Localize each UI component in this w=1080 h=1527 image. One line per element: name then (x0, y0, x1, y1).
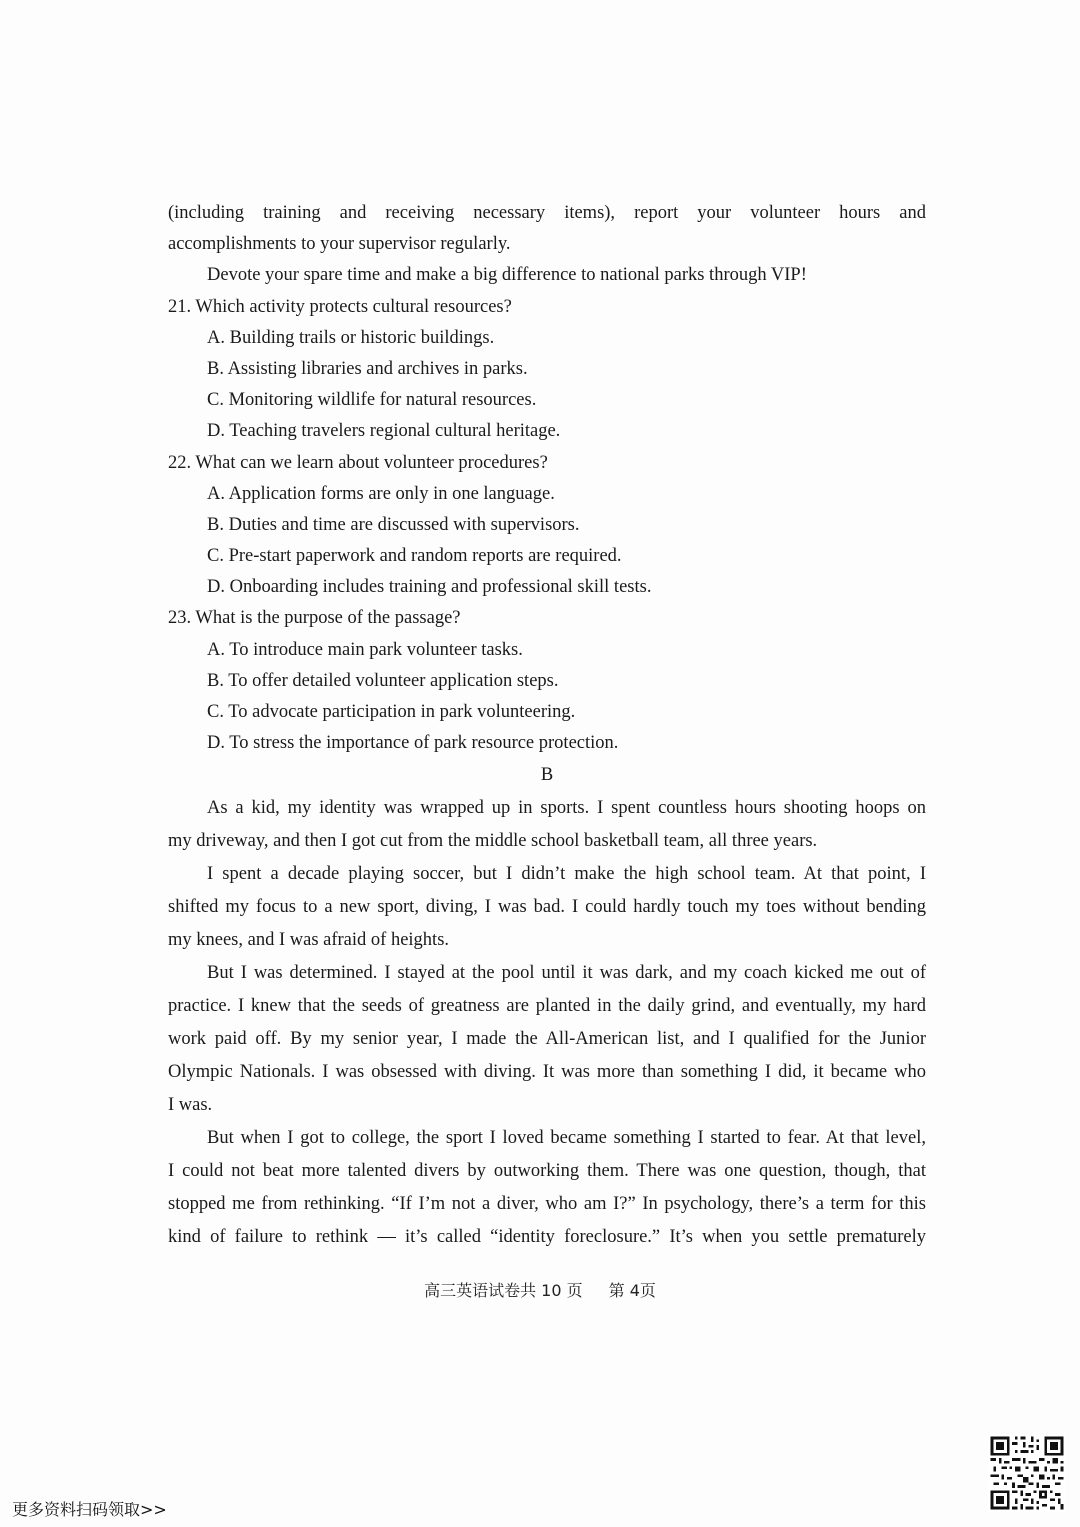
passage-line: work paid off. By my senior year, I made the All-American list, and I qualified for the Junior (168, 1029, 926, 1050)
paragraph-3 (168, 957, 926, 1122)
paragraph-4 (168, 1122, 926, 1254)
intro-line-1: (including training and receiving necessary items), report your volunteer hours and (168, 203, 926, 223)
option-c: C. Monitoring wildlife for natural resources. (207, 390, 537, 411)
option-b: B. Duties and time are discussed with supervisors. (207, 514, 580, 535)
option-d: D. Teaching travelers regional cultural heritage. (207, 421, 561, 442)
passage-line: practice. I knew that the seeds of greatness are planted in the daily grind, and eventually, my hard (168, 996, 926, 1017)
option-b: B. To offer detailed volunteer application steps. (207, 670, 559, 691)
option-b: B. Assisting libraries and archives in parks. (207, 358, 528, 379)
passage-line: my driveway, and then I got cut from the middle school basketball team, all three years. (168, 831, 818, 852)
option-a: A. Application forms are only in one language. (207, 483, 555, 504)
passage-line: As a kid, my identity was wrapped up in sports. I spent countless hours shooting hoops on (207, 798, 926, 819)
question-stem: 23. What is the purpose of the passage? (168, 608, 461, 629)
question-stem: 21. Which activity protects cultural resources? (168, 296, 512, 317)
passage-line: stopped me from rethinking. “If I’m not a diver, who am I?” In psychology, there’s a term for this (168, 1194, 926, 1215)
page-content (168, 198, 926, 1254)
option-d: D. Onboarding includes training and professional skill tests. (207, 577, 652, 598)
intro-line-2: accomplishments to your supervisor regularly. (168, 234, 511, 255)
intro-closing: Devote your spare time and make a big difference to national parks through VIP! (207, 265, 807, 286)
option-c: C. Pre-start paperwork and random reports are required. (207, 546, 622, 567)
paragraph-2 (168, 858, 926, 957)
passage-line: shifted my focus to a new sport, diving, I was bad. I could hardly touch my toes without bending (168, 897, 926, 918)
promo-text[interactable]: 更多资料扫码领取>> (12, 1500, 167, 1519)
passage-line: I spent a decade playing soccer, but I didn’t make the high school team. At that point, I (207, 864, 926, 885)
question-stem: 22. What can we learn about volunteer procedures? (168, 452, 548, 473)
question-22 (168, 448, 926, 604)
passage-line: I was. (168, 1095, 213, 1116)
footer-exam-info: 高三英语试卷共 10 页 (424, 1281, 583, 1300)
passage-line: Olympic Nationals. I was obsessed with diving. It was more than something I did, it became who (168, 1062, 926, 1083)
passage-b (168, 792, 926, 1254)
passage-line: my knees, and I was afraid of heights. (168, 930, 450, 951)
section-title: B (540, 765, 554, 786)
option-d: D. To stress the importance of park resource protection. (207, 733, 619, 754)
page-footer (0, 1278, 1080, 1301)
question-21 (168, 292, 926, 448)
passage-line: But when I got to college, the sport I loved became something I started to fear. At that level, (207, 1128, 926, 1149)
footer-page-number: 第 4页 (608, 1281, 656, 1300)
qr-code-icon[interactable] (988, 1434, 1066, 1512)
passage-line: But I was determined. I stayed at the pool until it was dark, and my coach kicked me out of (207, 963, 926, 984)
option-a: A. Building trails or historic buildings. (207, 327, 495, 348)
option-a: A. To introduce main park volunteer tasks. (207, 639, 523, 660)
option-c: C. To advocate participation in park volunteering. (207, 702, 576, 722)
paragraph-1 (168, 792, 926, 858)
passage-line: kind of failure to rethink — it’s called “identity foreclosure.” It’s when you settle prematurely (168, 1227, 926, 1248)
passage-line: I could not beat more talented divers by outworking them. There was one question, though, that (168, 1161, 926, 1182)
question-23 (168, 603, 926, 759)
